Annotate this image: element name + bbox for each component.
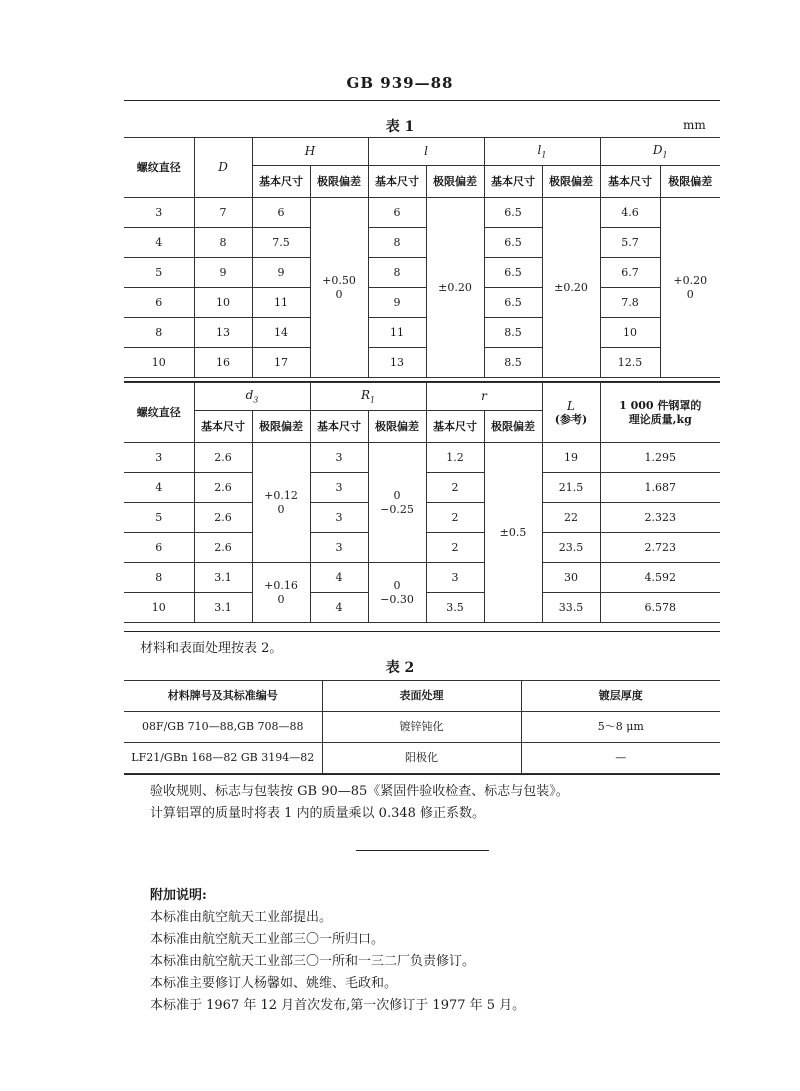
thread-diameter-header-2: 螺纹直径: [124, 383, 194, 443]
cell-l: 13: [368, 348, 426, 378]
H-basic-header: 基本尺寸: [252, 166, 310, 198]
cell-H: 14: [252, 318, 310, 348]
appendix-line: 本标准由航空航天工业部提出。: [150, 910, 333, 925]
table-row: [124, 288, 720, 318]
header-L: L (参考): [542, 383, 600, 443]
cell-D: 13: [194, 318, 252, 348]
cell-l1: 8.5: [484, 318, 542, 348]
table2-caption: 表 2: [385, 660, 415, 676]
cell-D1: 7.8: [600, 288, 660, 318]
cell-L: 30: [542, 563, 600, 593]
d3-deviation-a: +0.12 0: [252, 443, 310, 563]
cell-thread: 4: [124, 473, 194, 503]
r-basic-header: 基本尺寸: [426, 411, 484, 443]
cell-D: 16: [194, 348, 252, 378]
end-rule: [356, 850, 489, 851]
cell-H: 7.5: [252, 228, 310, 258]
cell-d3: 3.1: [194, 563, 252, 593]
cell-l: 11: [368, 318, 426, 348]
table-row: [124, 228, 720, 258]
header-r: r: [426, 383, 542, 411]
cell-d3: 2.6: [194, 473, 252, 503]
cell-thread: 3: [124, 198, 194, 228]
table-row: [124, 712, 720, 743]
cell-L: 19: [542, 443, 600, 473]
header-rule: [124, 100, 720, 101]
cell-thread: 8: [124, 563, 194, 593]
header-l: l: [368, 138, 484, 166]
cell-H: 11: [252, 288, 310, 318]
cell-mass: 4.592: [600, 563, 720, 593]
table-row: [124, 743, 720, 774]
note-acceptance: 验收规则、标志与包装按 GB 90—85《紧固件验收检查、标志与包装》。: [150, 784, 569, 799]
cell-R1: 3: [310, 503, 368, 533]
cell-thread: 6: [124, 288, 194, 318]
thread-diameter-header: 螺纹直径: [124, 138, 194, 198]
l1-basic-header: 基本尺寸: [484, 166, 542, 198]
table-row: [124, 443, 720, 473]
D1-basic-header: 基本尺寸: [600, 166, 660, 198]
cell-R1: 3: [310, 473, 368, 503]
cell-R1: 4: [310, 563, 368, 593]
table1-part1: [124, 137, 720, 378]
l1-dev-header: 极限偏差: [542, 166, 600, 198]
cell-thread: 3: [124, 443, 194, 473]
header-l1: $l_1$: [484, 138, 600, 166]
header-H: H: [252, 138, 368, 166]
cell-mass: 1.295: [600, 443, 720, 473]
R1-dev-header: 极限偏差: [368, 411, 426, 443]
cell-L: 22: [542, 503, 600, 533]
cell-mass: 2.323: [600, 503, 720, 533]
H-deviation: +0.50 0: [310, 198, 368, 378]
table-row: [124, 198, 720, 228]
cell-R1: 3: [310, 443, 368, 473]
cell-l: 9: [368, 288, 426, 318]
material-note: 材料和表面处理按表 2。: [140, 641, 283, 656]
cell-D1: 6.7: [600, 258, 660, 288]
cell-material: 08F/GB 710—88,GB 708—88: [124, 712, 322, 743]
cell-l: 8: [368, 258, 426, 288]
d3-basic-header: 基本尺寸: [194, 411, 252, 443]
cell-L: 23.5: [542, 533, 600, 563]
cell-l1: 6.5: [484, 258, 542, 288]
appendix-line: 本标准由航空航天工业部三〇一所归口。: [150, 932, 385, 947]
table-row: [124, 348, 720, 378]
table2-bottom-rule: [124, 774, 720, 775]
cell-mass: 6.578: [600, 593, 720, 623]
header-D1: $D_1$: [600, 138, 720, 166]
table1-caption: 表 1: [385, 119, 415, 135]
table-row: [124, 563, 720, 593]
cell-material: LF21/GBn 168—82 GB 3194—82: [124, 743, 322, 774]
cell-r: 3.5: [426, 593, 484, 623]
R1-deviation-a: 0 −0.25: [368, 443, 426, 563]
l-basic-header: 基本尺寸: [368, 166, 426, 198]
cell-l1: 6.5: [484, 288, 542, 318]
appendix-line: 本标准主要修订人杨馨如、姚维、毛政和。: [150, 976, 398, 991]
cell-thread: 4: [124, 228, 194, 258]
cell-mass: 1.687: [600, 473, 720, 503]
cell-D: 9: [194, 258, 252, 288]
D1-dev-header: 极限偏差: [660, 166, 720, 198]
l-dev-header: 极限偏差: [426, 166, 484, 198]
D1-deviation: +0.20 0: [660, 198, 720, 378]
table1-unit: mm: [683, 118, 706, 132]
cell-thread: 6: [124, 533, 194, 563]
d3-deviation-b: +0.16 0: [252, 563, 310, 623]
l-deviation: ±0.20: [426, 198, 484, 378]
cell-R1: 3: [310, 533, 368, 563]
cell-thread: 10: [124, 593, 194, 623]
cell-l: 6: [368, 198, 426, 228]
cell-thread: 5: [124, 503, 194, 533]
cell-H: 17: [252, 348, 310, 378]
cell-D: 10: [194, 288, 252, 318]
cell-d3: 3.1: [194, 593, 252, 623]
header-R1: $R_1$: [310, 383, 426, 411]
cell-thread: 5: [124, 258, 194, 288]
H-dev-header: 极限偏差: [310, 166, 368, 198]
cell-D1: 12.5: [600, 348, 660, 378]
appendix-line: 本标准由航空航天工业部三〇一所和一三二厂负责修订。: [150, 954, 476, 969]
appendix-line: 本标准于 1967 年 12 月首次发布,第一次修订于 1977 年 5 月。: [150, 998, 526, 1013]
cell-D1: 10: [600, 318, 660, 348]
cell-thickness: —: [521, 743, 720, 774]
R1-basic-header: 基本尺寸: [310, 411, 368, 443]
cell-l1: 8.5: [484, 348, 542, 378]
cell-L: 21.5: [542, 473, 600, 503]
cell-l1: 6.5: [484, 198, 542, 228]
cell-mass: 2.723: [600, 533, 720, 563]
cell-thread: 8: [124, 318, 194, 348]
cell-H: 6: [252, 198, 310, 228]
table2-header-surface: 表面处理: [322, 681, 521, 712]
cell-l: 8: [368, 228, 426, 258]
cell-thickness: 5～8 μm: [521, 712, 720, 743]
cell-r: 2: [426, 473, 484, 503]
R1-deviation-b: 0 −0.30: [368, 563, 426, 623]
table2-header-material: 材料牌号及其标准编号: [124, 681, 322, 712]
table-row: [124, 258, 720, 288]
r-dev-header: 极限偏差: [484, 411, 542, 443]
cell-D1: 5.7: [600, 228, 660, 258]
header-D: D: [194, 138, 252, 198]
header-mass: 1 000 件钢罩的 理论质量,kg: [600, 383, 720, 443]
cell-D: 8: [194, 228, 252, 258]
cell-surface: 阳极化: [322, 743, 521, 774]
cell-r: 2: [426, 503, 484, 533]
d3-dev-header: 极限偏差: [252, 411, 310, 443]
l1-deviation: ±0.20: [542, 198, 600, 378]
cell-surface: 镀锌钝化: [322, 712, 521, 743]
cell-L: 33.5: [542, 593, 600, 623]
table1-part2: [124, 382, 720, 623]
header-d3: $d_3$: [194, 383, 310, 411]
appendix-title: 附加说明:: [150, 888, 207, 903]
cell-d3: 2.6: [194, 503, 252, 533]
table1-bottom-rule: [124, 631, 720, 632]
r-deviation: ±0.5: [484, 443, 542, 623]
table2-header-thickness: 镀层厚度: [521, 681, 720, 712]
table2: [124, 680, 720, 774]
cell-r: 3: [426, 563, 484, 593]
cell-R1: 4: [310, 593, 368, 623]
cell-D1: 4.6: [600, 198, 660, 228]
standard-header: GB 939—88: [346, 74, 454, 92]
cell-D: 7: [194, 198, 252, 228]
cell-r: 2: [426, 533, 484, 563]
cell-d3: 2.6: [194, 443, 252, 473]
cell-H: 9: [252, 258, 310, 288]
cell-thread: 10: [124, 348, 194, 378]
cell-d3: 2.6: [194, 533, 252, 563]
cell-r: 1.2: [426, 443, 484, 473]
note-aluminum: 计算铝罩的质量时将表 1 内的质量乘以 0.348 修正系数。: [150, 806, 486, 821]
cell-l1: 6.5: [484, 228, 542, 258]
table-row: [124, 318, 720, 348]
